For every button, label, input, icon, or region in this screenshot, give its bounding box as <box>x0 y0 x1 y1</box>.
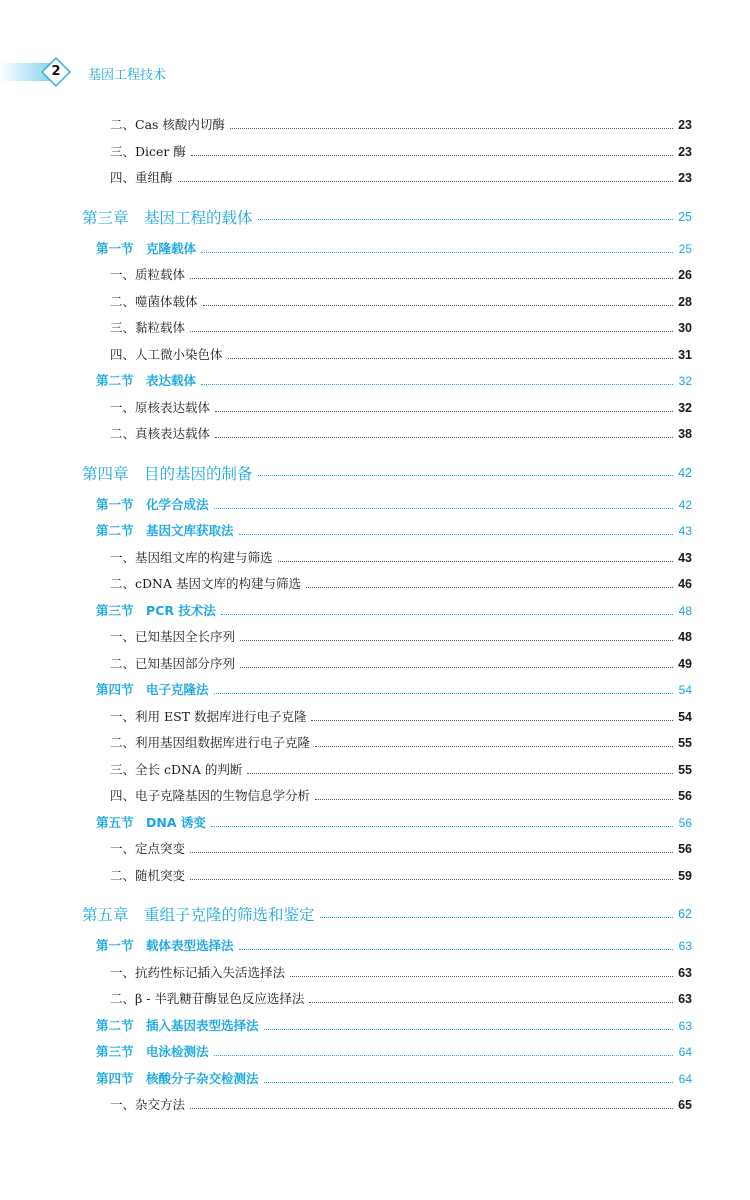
dot-leader <box>240 667 673 668</box>
toc-entry-title: 一、杂交方法 <box>110 1097 186 1112</box>
toc-page-number: 56 <box>678 789 692 803</box>
toc-entry-title: 第五章 重组子克隆的筛选和鉴定 <box>82 906 315 924</box>
toc-page-number: 42 <box>678 497 692 512</box>
dot-leader <box>211 826 673 827</box>
dot-leader <box>320 917 673 918</box>
toc-section-row[interactable] <box>82 1042 692 1069</box>
dot-leader <box>315 746 673 747</box>
toc-entry-title: 一、定点突变 <box>110 841 186 856</box>
toc-entry-title: 第一节 载体表型选择法 <box>96 938 234 953</box>
toc-page-number: 28 <box>678 294 692 309</box>
toc-section-row[interactable] <box>82 936 692 963</box>
dot-leader <box>258 219 673 220</box>
toc-item-row[interactable] <box>82 265 692 292</box>
toc-section-row[interactable] <box>82 813 692 840</box>
toc-item-row[interactable] <box>82 142 692 169</box>
toc-entry-title: 二、随机突变 <box>110 867 186 883</box>
toc-page-number: 64 <box>678 1071 692 1086</box>
toc-entry-title: 第一节 克隆载体 <box>96 240 197 256</box>
toc-chapter-row[interactable] <box>82 195 692 239</box>
toc-page-number: 62 <box>678 907 692 921</box>
toc-page-number: 55 <box>678 736 692 750</box>
toc-entry-title: 第一节 化学合成法 <box>96 496 209 512</box>
toc-entry-title: 二、Cas 核酸内切酶 <box>110 117 225 132</box>
dot-leader <box>264 1029 673 1030</box>
dot-leader <box>230 128 673 129</box>
toc-entry-title: 二、利用基因组数据库进行电子克隆 <box>110 735 311 750</box>
toc-entry-title: 一、基因组文库的构建与筛选 <box>110 549 273 565</box>
toc-item-row[interactable] <box>82 627 692 654</box>
toc-page-number: 23 <box>678 171 692 185</box>
dot-leader <box>178 181 673 182</box>
toc-entry-title: 二、真核表达载体 <box>110 426 211 441</box>
toc-item-row[interactable] <box>82 115 692 142</box>
toc-entry-title: 第二节 插入基因表型选择法 <box>96 1017 259 1033</box>
dot-leader <box>258 475 673 476</box>
dot-leader <box>215 437 673 438</box>
toc-page-number: 63 <box>678 939 692 953</box>
toc-page-number: 43 <box>678 550 692 565</box>
toc-entry-title: 第四节 核酸分子杂交检测法 <box>96 1070 259 1086</box>
toc-item-row[interactable] <box>82 424 692 451</box>
toc-entry-title: 四、重组酶 <box>110 170 173 185</box>
toc-page-number: 48 <box>678 603 692 618</box>
dot-leader <box>247 773 673 774</box>
dot-leader <box>201 252 673 253</box>
toc-entry-title: 二、噬菌体载体 <box>110 293 198 309</box>
toc-entry-title: 二、已知基因部分序列 <box>110 655 236 671</box>
dot-leader <box>215 411 673 412</box>
dot-leader <box>240 640 673 641</box>
toc-page-number: 30 <box>678 321 692 335</box>
toc-page-number: 31 <box>678 347 692 362</box>
toc-entry-title: 一、利用 EST 数据库进行电子克隆 <box>110 708 307 724</box>
toc-page-number: 64 <box>678 1045 692 1059</box>
toc-entry-title: 第五节 DNA 诱变 <box>96 814 206 830</box>
toc-page-number: 59 <box>678 868 692 883</box>
toc-section-row[interactable] <box>82 680 692 707</box>
dot-leader <box>190 1108 673 1109</box>
page-number: 2 <box>51 64 61 79</box>
toc-section-row[interactable] <box>82 601 692 628</box>
toc-item-row[interactable] <box>82 839 692 866</box>
dot-leader <box>264 1082 673 1083</box>
toc-page-number: 32 <box>678 400 692 415</box>
toc-page-number: 26 <box>678 268 692 282</box>
toc-page-number: 56 <box>678 815 692 830</box>
toc-page-number: 38 <box>678 427 692 441</box>
toc-item-row[interactable] <box>82 345 692 372</box>
dot-leader <box>221 614 673 615</box>
dot-leader <box>228 358 673 359</box>
toc-page-number: 63 <box>678 1018 692 1033</box>
toc-section-row[interactable] <box>82 239 692 266</box>
table-of-contents <box>82 115 692 1122</box>
toc-entry-title: 四、人工微小染色体 <box>110 346 223 362</box>
toc-page-number: 65 <box>678 1098 692 1112</box>
toc-entry-title: 一、原核表达载体 <box>110 399 211 415</box>
toc-item-row[interactable] <box>82 760 692 787</box>
dot-leader <box>190 278 673 279</box>
dot-leader <box>311 720 673 721</box>
toc-section-row[interactable] <box>82 1069 692 1096</box>
dot-leader <box>214 1055 673 1056</box>
dot-leader <box>191 155 673 156</box>
toc-page-number: 63 <box>678 992 692 1006</box>
toc-item-row[interactable] <box>82 707 692 734</box>
toc-entry-title: 一、已知基因全长序列 <box>110 629 236 644</box>
toc-item-row[interactable] <box>82 574 692 601</box>
dot-leader <box>315 799 673 800</box>
toc-page-number: 56 <box>678 842 692 856</box>
toc-page-number: 42 <box>678 465 692 480</box>
toc-page-number: 25 <box>678 209 692 224</box>
toc-entry-title: 三、全长 cDNA 的判断 <box>110 761 243 777</box>
dot-leader <box>190 879 673 880</box>
toc-item-row[interactable] <box>82 733 692 760</box>
toc-page-number: 48 <box>678 630 692 644</box>
toc-entry-title: 一、抗药性标记插入失活选择法 <box>110 964 286 980</box>
toc-entry-title: 四、电子克隆基因的生物信息学分析 <box>110 788 311 803</box>
toc-entry-title: 三、Dicer 酶 <box>110 143 186 159</box>
toc-page-number: 63 <box>678 965 692 980</box>
toc-item-row[interactable] <box>82 292 692 319</box>
dot-leader <box>214 693 673 694</box>
toc-chapter-row[interactable] <box>82 892 692 936</box>
toc-page-number: 32 <box>678 374 692 388</box>
toc-item-row[interactable] <box>82 318 692 345</box>
running-header-title: 基因工程技术 <box>88 68 167 83</box>
toc-page-number: 54 <box>678 683 692 697</box>
toc-page-number: 23 <box>678 144 692 159</box>
toc-item-row[interactable] <box>82 963 692 990</box>
dot-leader <box>203 305 673 306</box>
toc-item-row[interactable] <box>82 786 692 813</box>
toc-entry-title: 第三节 电泳检测法 <box>96 1044 209 1059</box>
toc-entry-title: 第四章 目的基因的制备 <box>82 464 253 483</box>
dot-leader <box>190 852 673 853</box>
toc-entry-title: 二、cDNA 基因文库的构建与筛选 <box>110 576 301 591</box>
toc-item-row[interactable] <box>82 1095 692 1122</box>
dot-leader <box>306 587 673 588</box>
toc-section-row[interactable] <box>82 371 692 398</box>
dot-leader <box>201 384 673 385</box>
toc-page-number: 43 <box>678 524 692 538</box>
dot-leader <box>290 976 673 977</box>
toc-item-row[interactable] <box>82 654 692 681</box>
toc-section-row[interactable] <box>82 521 692 548</box>
toc-item-row[interactable] <box>82 168 692 195</box>
toc-entry-title: 一、质粒载体 <box>110 267 186 282</box>
toc-item-row[interactable] <box>82 398 692 425</box>
toc-entry-title: 二、β - 半乳糖苷酶显色反应选择法 <box>110 991 305 1006</box>
toc-page-number: 54 <box>678 709 692 724</box>
dot-leader <box>214 508 673 509</box>
dot-leader <box>278 561 673 562</box>
toc-item-row[interactable] <box>82 866 692 893</box>
toc-page-number: 49 <box>678 656 692 671</box>
toc-chapter-row[interactable] <box>82 451 692 495</box>
toc-entry-title: 第四节 电子克隆法 <box>96 682 209 697</box>
dot-leader <box>190 331 673 332</box>
toc-entry-title: 第三章 基因工程的载体 <box>82 208 253 227</box>
toc-section-row[interactable] <box>82 495 692 522</box>
dot-leader <box>239 534 673 535</box>
toc-page-number: 46 <box>678 577 692 591</box>
dot-leader <box>239 949 673 950</box>
toc-entry-title: 三、黏粒载体 <box>110 320 186 335</box>
toc-page-number: 55 <box>678 762 692 777</box>
toc-section-row[interactable] <box>82 1016 692 1043</box>
toc-item-row[interactable] <box>82 548 692 575</box>
dot-leader <box>309 1002 673 1003</box>
toc-entry-title: 第二节 表达载体 <box>96 373 197 388</box>
toc-entry-title: 第二节 基因文库获取法 <box>96 523 234 538</box>
toc-item-row[interactable] <box>82 989 692 1016</box>
toc-entry-title: 第三节 PCR 技术法 <box>96 602 216 618</box>
toc-page-number: 25 <box>678 241 692 256</box>
toc-page-number: 23 <box>678 118 692 132</box>
